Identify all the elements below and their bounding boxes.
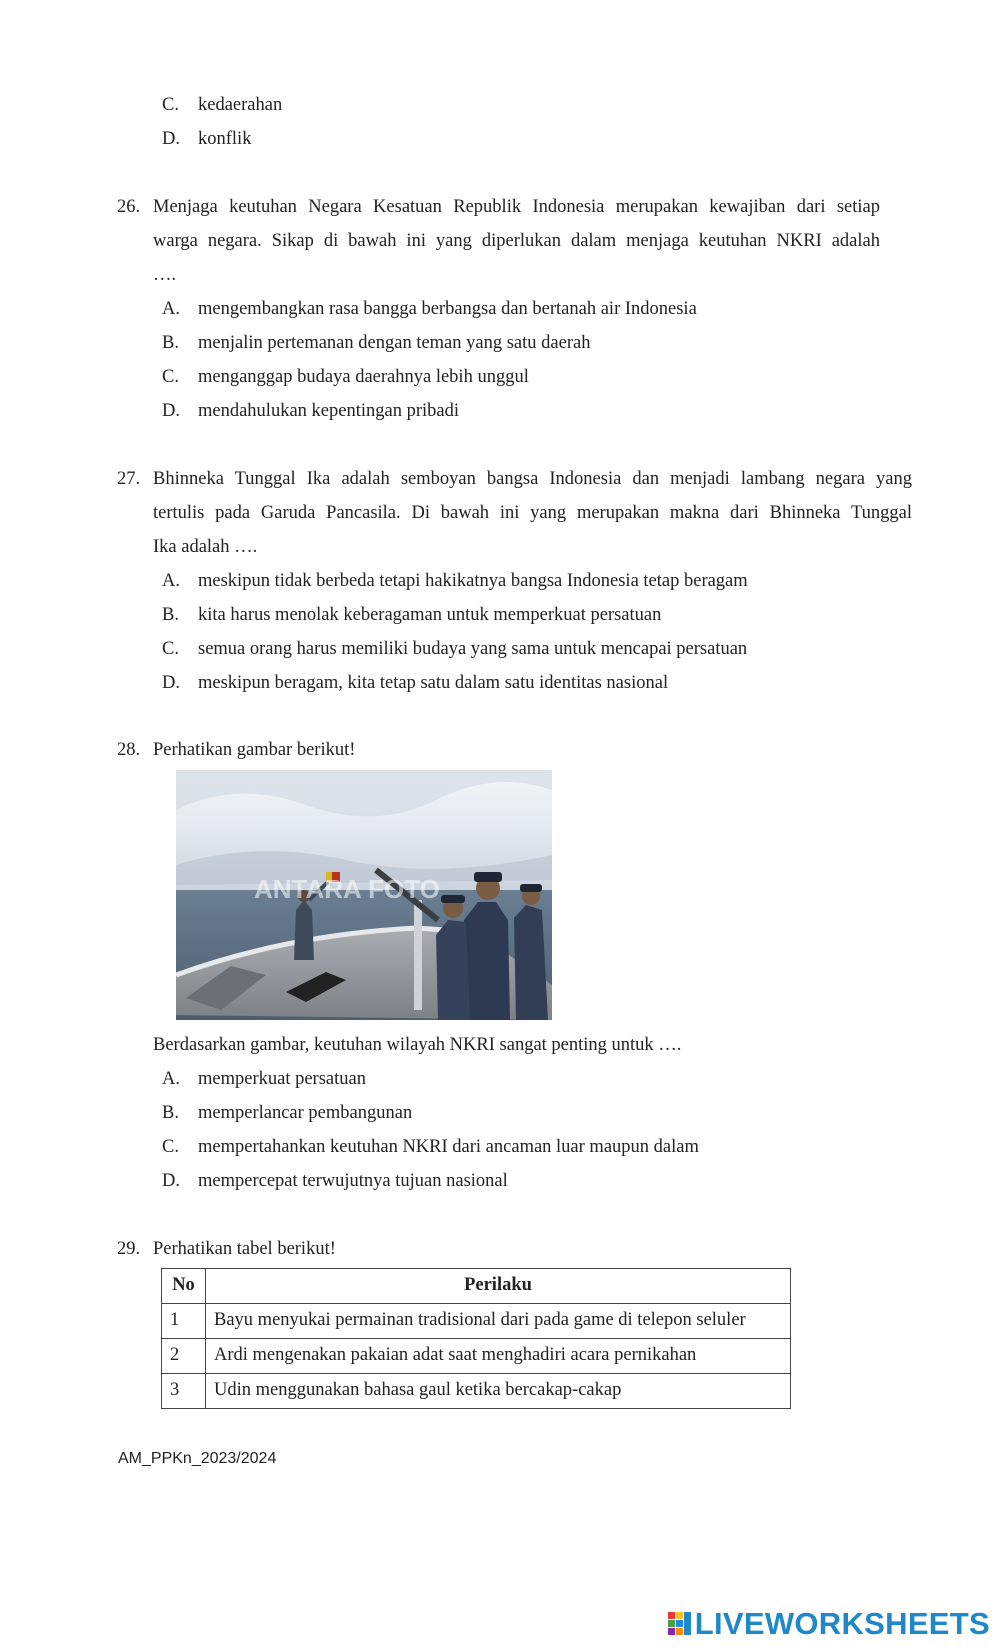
q26-option-c-text[interactable]: menganggap budaya daerahnya lebih unggul [198, 367, 529, 387]
table-cell-perilaku: Bayu menyukai permainan tradisional dari pada game di telepon seluler [206, 1304, 791, 1339]
q26-number: 26. [117, 197, 141, 217]
q26-option-d-text[interactable]: mendahulukan kepentingan pribadi [198, 401, 459, 421]
q29-prompt: Perhatikan tabel berikut! [153, 1239, 336, 1259]
liveworksheets-brand[interactable] [668, 1606, 990, 1642]
table-row [162, 1339, 791, 1374]
table-header-no: No [162, 1269, 206, 1304]
footer-code: AM_PPKn_2023/2024 [118, 1450, 277, 1467]
q28-option-d-letter: D. [162, 1171, 180, 1191]
table-row [162, 1374, 791, 1409]
q26-option-b-letter: B. [162, 333, 179, 353]
q27-option-d-letter: D. [162, 673, 180, 693]
q26-text-line-2: warga negara. Sikap di bawah ini yang diperlukan dalam menjaga keutuhan NKRI adalah [153, 231, 880, 251]
prev-option-c-text: kedaerahan [198, 95, 283, 115]
q27-text-line-3: Ika adalah …. [153, 537, 258, 557]
table-header-row [162, 1269, 791, 1304]
q27-option-b-letter: B. [162, 605, 179, 625]
q28-option-d-text[interactable]: mempercepat terwujutnya tujuan nasional [198, 1171, 508, 1191]
q28-option-a-letter: A. [162, 1069, 180, 1089]
table-cell-no: 3 [162, 1374, 206, 1409]
table-cell-no: 2 [162, 1339, 206, 1374]
navy-ship-photo [176, 770, 552, 1020]
prev-option-d-text: konflik [198, 129, 252, 149]
q28-prompt: Perhatikan gambar berikut! [153, 740, 356, 760]
q27-option-c-text[interactable]: semua orang harus memiliki budaya yang sama untuk mencapai persatuan [198, 639, 748, 659]
table-cell-perilaku: Udin menggunakan bahasa gaul ketika bercakap-cakap [206, 1374, 791, 1409]
liveworksheets-logo-icon [668, 1612, 692, 1636]
photo-watermark: ANTARA FOTO [254, 874, 440, 904]
q27-text-line-2: tertulis pada Garuda Pancasila. Di bawah ini yang merupakan makna dari Bhinneka Tunggal [153, 503, 912, 523]
q28-number: 28. [117, 740, 141, 760]
q26-option-c-letter: C. [162, 367, 179, 387]
q28-option-c-text[interactable]: mempertahankan keutuhan NKRI dari ancaman luar maupun dalam [198, 1137, 699, 1157]
q28-option-b-text[interactable]: memperlancar pembangunan [198, 1103, 413, 1123]
q27-option-a-text[interactable]: meskipun tidak berbeda tetapi hakikatnya bangsa Indonesia tetap beragam [198, 571, 748, 591]
table-cell-no: 1 [162, 1304, 206, 1339]
q28-option-b-letter: B. [162, 1103, 179, 1123]
q26-text-line-1: Menjaga keutuhan Negara Kesatuan Republik Indonesia merupakan kewajiban dari setiap [153, 197, 880, 217]
q26-option-b-text[interactable]: menjalin pertemanan dengan teman yang satu daerah [198, 333, 591, 353]
brand-text: LIVEWORKSHEETS [694, 1606, 990, 1641]
q28-option-a-text[interactable]: memperkuat persatuan [198, 1069, 366, 1089]
q27-number: 27. [117, 469, 141, 489]
q27-option-b-text[interactable]: kita harus menolak keberagaman untuk memperkuat persatuan [198, 605, 662, 625]
q27-option-d-text[interactable]: meskipun beragam, kita tetap satu dalam satu identitas nasional [198, 673, 669, 693]
prev-option-c-letter: C. [162, 95, 179, 115]
q26-text-line-3: …. [153, 265, 177, 285]
behavior-table [161, 1268, 791, 1409]
q26-option-a-letter: A. [162, 299, 180, 319]
table-header-perilaku: Perilaku [206, 1269, 791, 1304]
q28-option-c-letter: C. [162, 1137, 179, 1157]
q26-option-d-letter: D. [162, 401, 180, 421]
table-row [162, 1304, 791, 1339]
q27-text-line-1: Bhinneka Tunggal Ika adalah semboyan bangsa Indonesia dan menjadi lambang negara yang [153, 469, 912, 489]
table-cell-perilaku: Ardi mengenakan pakaian adat saat menghadiri acara pernikahan [206, 1339, 791, 1374]
prev-option-d-letter: D. [162, 129, 180, 149]
q27-option-c-letter: C. [162, 639, 179, 659]
q27-option-a-letter: A. [162, 571, 180, 591]
q29-number: 29. [117, 1239, 141, 1259]
q26-option-a-text[interactable]: mengembangkan rasa bangga berbangsa dan bertanah air Indonesia [198, 299, 697, 319]
q28-question: Berdasarkan gambar, keutuhan wilayah NKRI sangat penting untuk …. [153, 1035, 682, 1055]
